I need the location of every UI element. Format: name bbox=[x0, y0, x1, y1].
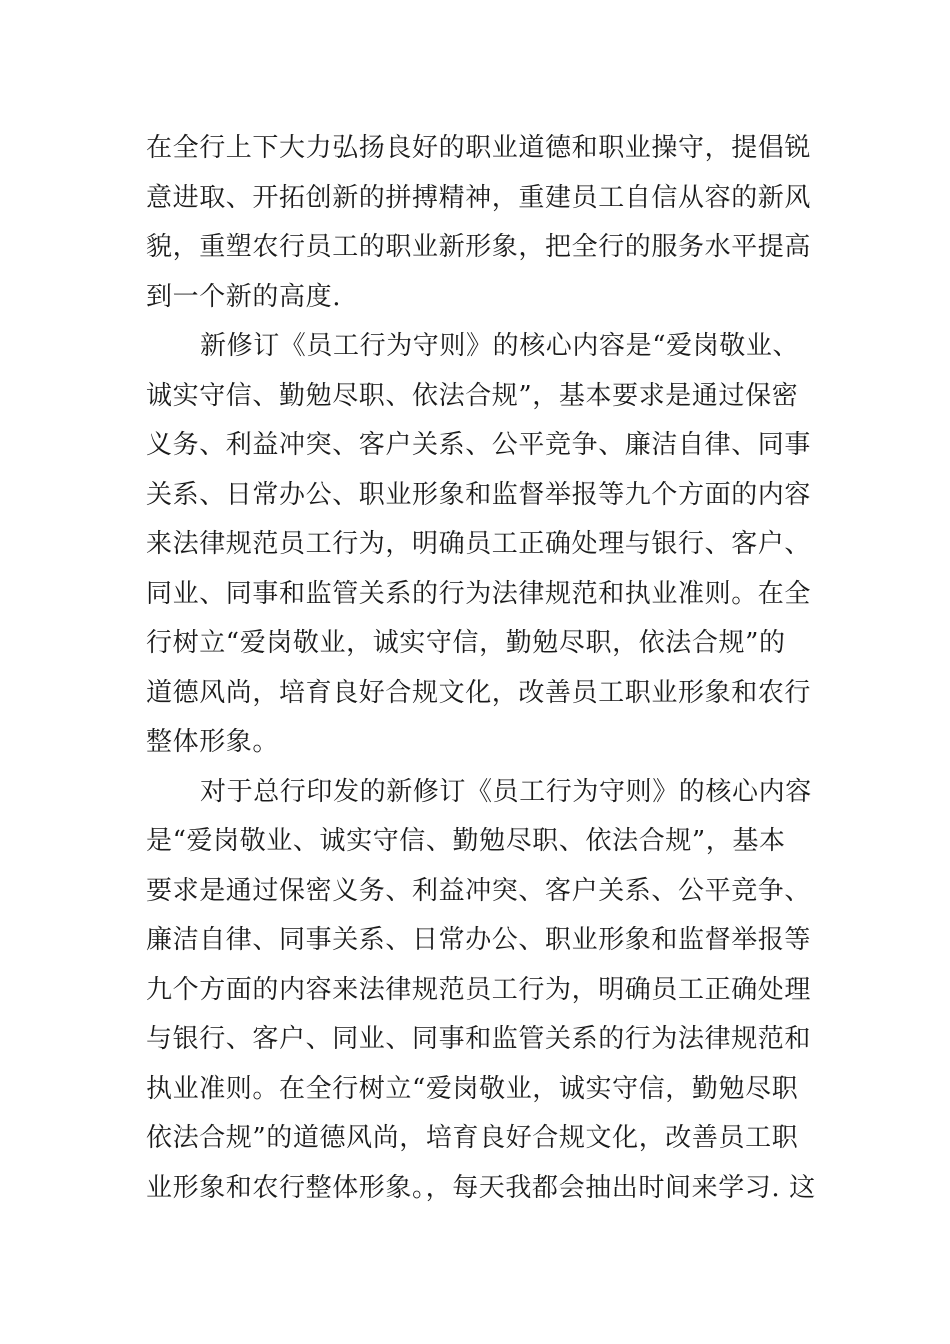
text-line: 到一个新的高度. bbox=[146, 281, 342, 312]
text-line: 要求是通过保密义务、利益冲突、客户关系、公平竞争、 bbox=[146, 875, 812, 906]
text-line: 来法律规范员工行为，明确员工正确处理与银行、客户、 bbox=[146, 529, 812, 559]
text-line: 依法合规”的道德风尚，培育良好合规文化，改善员工职 bbox=[146, 1123, 799, 1153]
text-line: 意进取、开拓创新的拼搏精神，重建员工自信从容的新风 bbox=[146, 182, 812, 213]
paragraph bbox=[146, 322, 812, 768]
text-line: 是“爱岗敬业、诚实守信、勤勉尽职、依法合规”，基本 bbox=[146, 826, 786, 856]
text-line: 与银行、客户、同业、同事和监管关系的行为法律规范和 bbox=[146, 1024, 812, 1054]
text-line: 同业、同事和监管关系的行为法律规范和执业准则。在全 bbox=[146, 578, 812, 609]
text-line: 关系、日常办公、职业形象和监督举报等九个方面的内容 bbox=[146, 479, 812, 510]
text-line: 道德风尚，培育良好合规文化，改善员工职业形象和农行 bbox=[146, 677, 812, 708]
text-line: 在全行上下大力弘扬良好的职业道德和职业操守，提倡锐 bbox=[146, 133, 812, 163]
text-line: 貌，重塑农行员工的职业新形象，把全行的服务水平提高 bbox=[146, 232, 812, 262]
text-line: 整体形象。 bbox=[146, 727, 280, 757]
text-line: 行树立“爱岗敬业，诚实守信，勤勉尽职，依法合规”的 bbox=[146, 628, 786, 658]
text-line: 义务、利益冲突、客户关系、公平竞争、廉洁自律、同事 bbox=[146, 430, 812, 460]
text-line: 诚实守信、勤勉尽职、依法合规”，基本要求是通过保密 bbox=[146, 380, 799, 411]
text-line: 业形象和农行整体形象。，每天我都会抽出时间来学习. 这 bbox=[146, 1172, 816, 1203]
text-line: 新修订《员工行为守则》的核心内容是“爱岗敬业、 bbox=[200, 331, 800, 361]
text-line: 九个方面的内容来法律规范员工行为，明确员工正确处理 bbox=[146, 974, 812, 1005]
document-body bbox=[146, 124, 816, 1213]
text-line: 廉洁自律、同事关系、日常办公、职业形象和监督举报等 bbox=[146, 925, 812, 955]
paragraph bbox=[146, 124, 812, 322]
text-line: 对于总行印发的新修订《员工行为守则》的核心内容 bbox=[200, 776, 812, 807]
text-line: 执业准则。在全行树立“爱岗敬业，诚实守信，勤勉尽职 bbox=[146, 1073, 799, 1104]
paragraph bbox=[146, 768, 816, 1214]
